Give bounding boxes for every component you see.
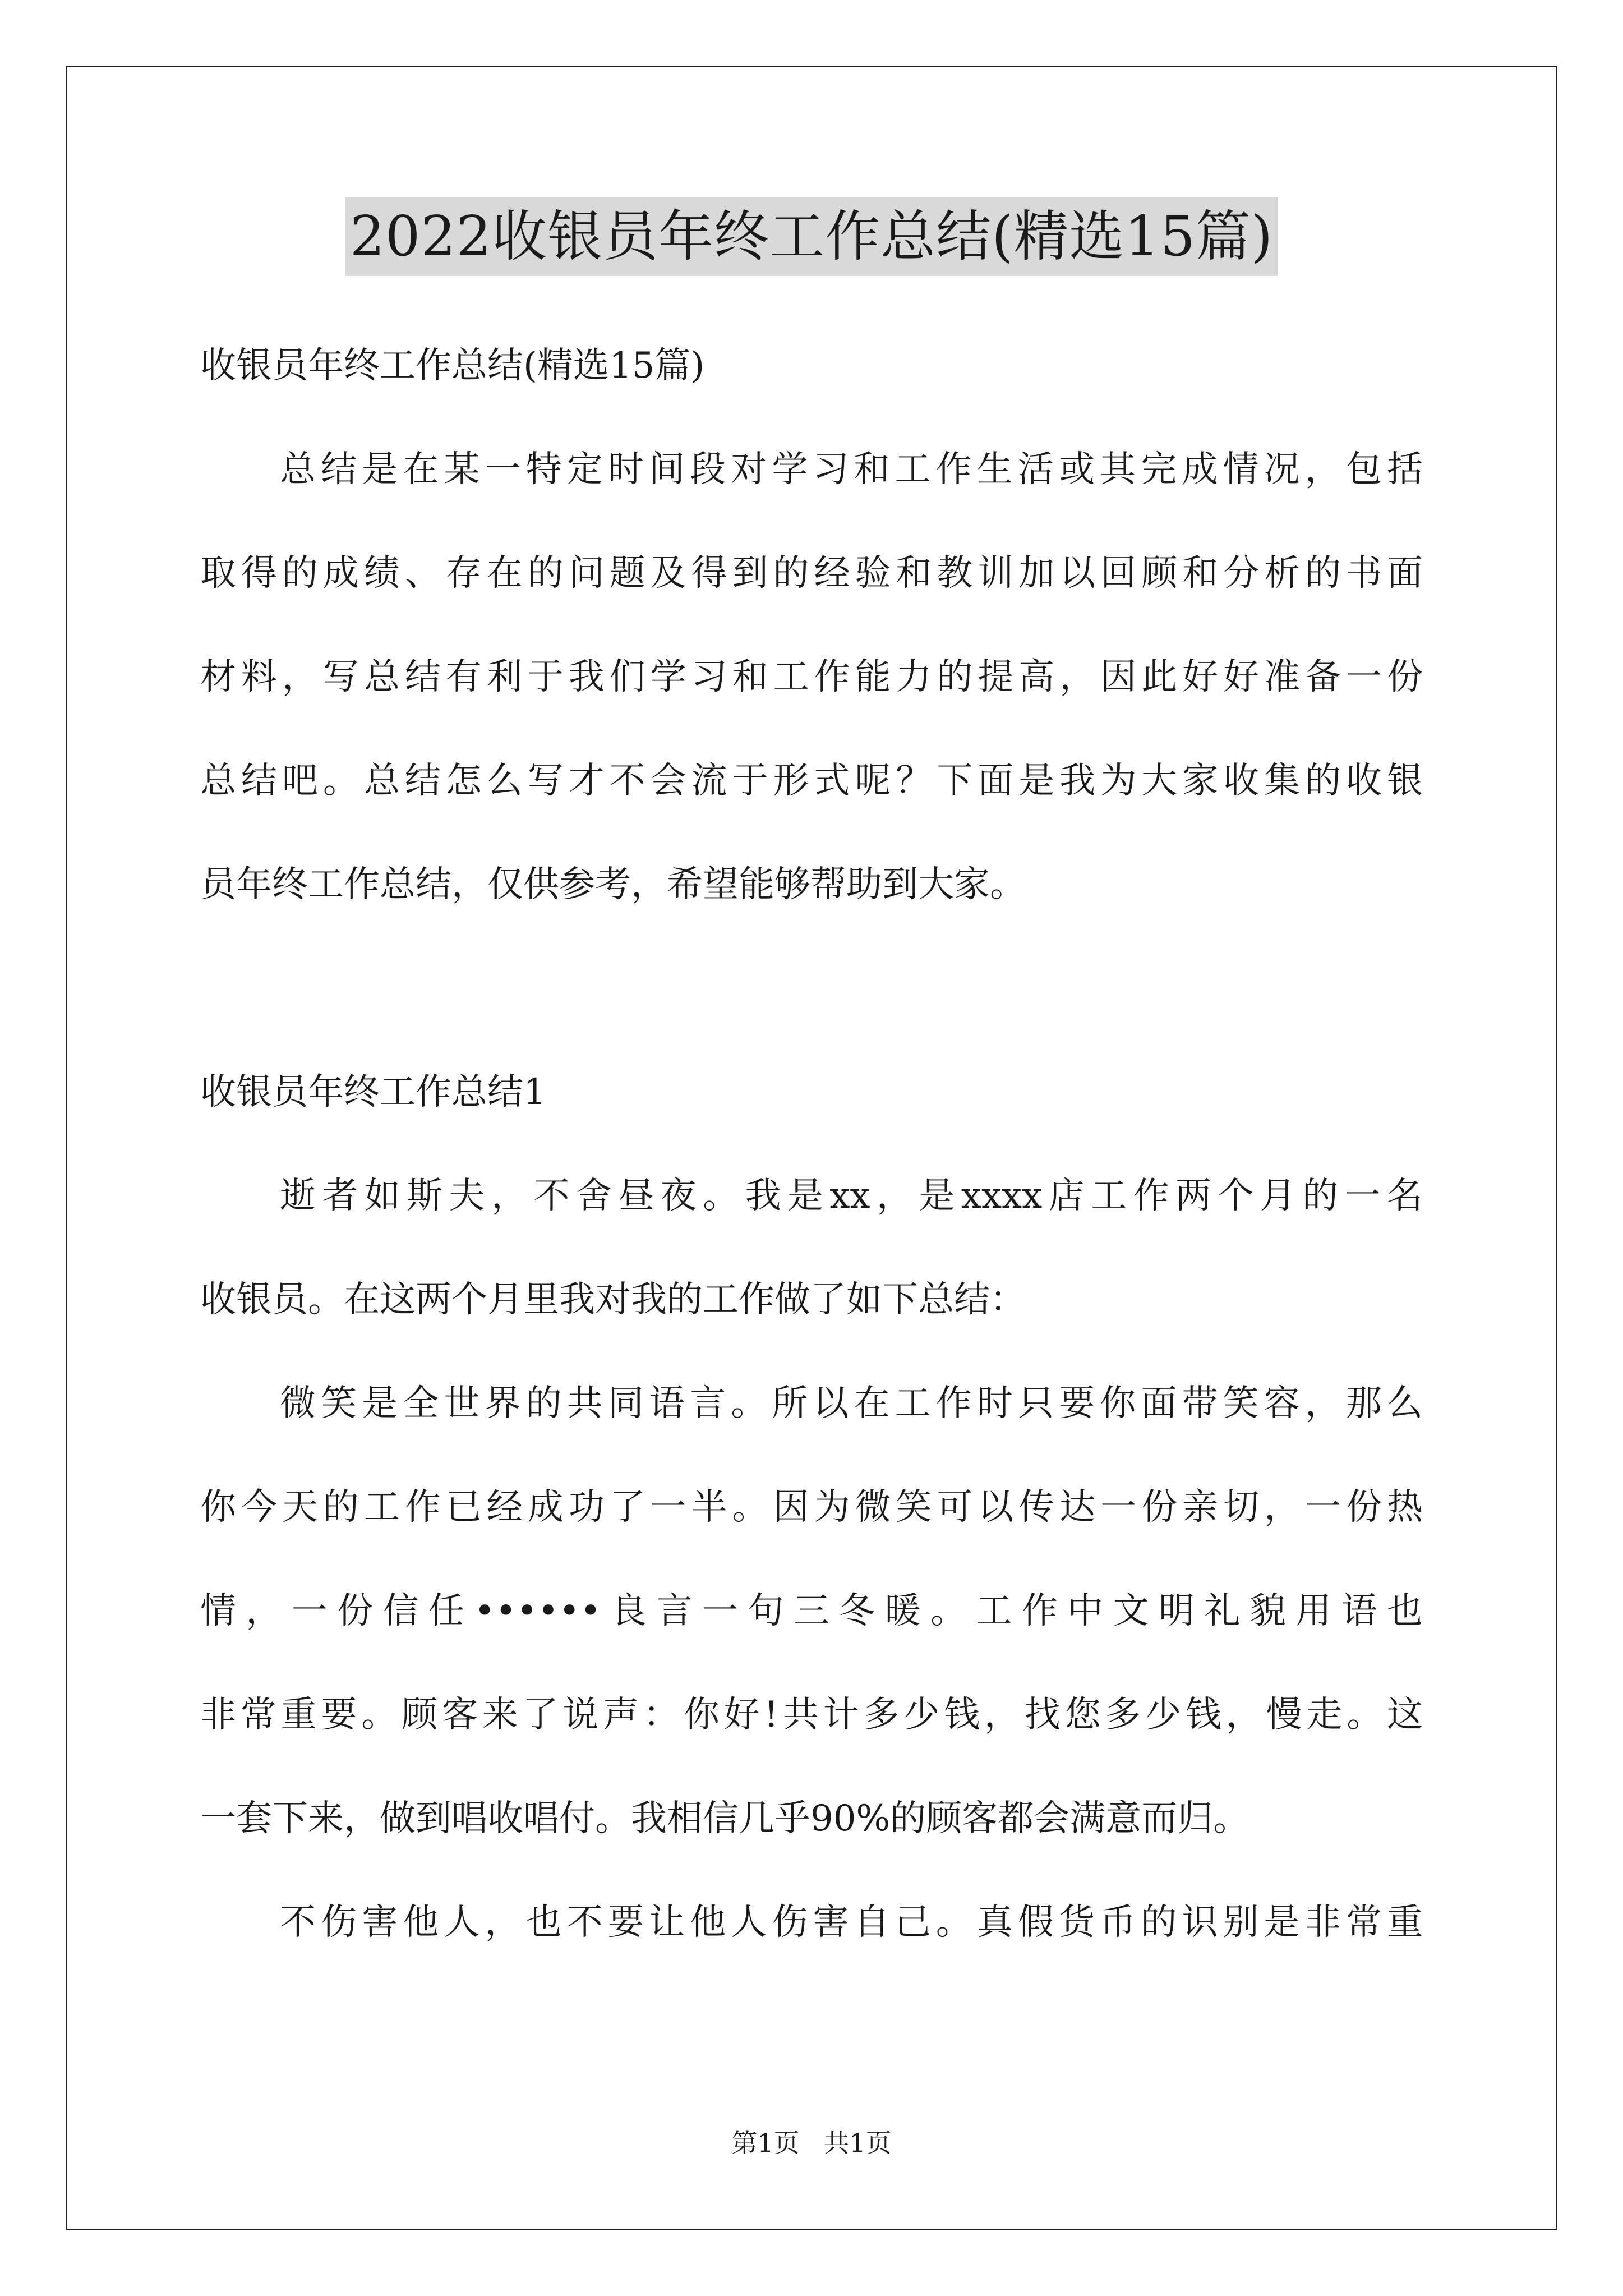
paragraph-line: 你今天的工作已经成功了一半。因为微笑可以传达一份亲切，一份热 bbox=[200, 1487, 1423, 1528]
paragraph-line: 取得的成绩、存在的问题及得到的经验和教训加以回顾和分析的书面 bbox=[200, 553, 1423, 594]
document-title: 2022收银员年终工作总结(精选15篇) bbox=[345, 197, 1278, 276]
paragraph-line: 非常重要。顾客来了说声：你好!共计多少钱，找您多少钱，慢走。这 bbox=[200, 1694, 1423, 1736]
paragraph-line: 一套下来，做到唱收唱付。我相信几乎90%的顾客都会满意而归。 bbox=[200, 1798, 1249, 1839]
paragraph-line: 总结是在某一特定时间段对学习和工作生活或其完成情况，包括 bbox=[280, 449, 1423, 490]
paragraph-line: 情，一份信任••••••良言一句三冬暖。工作中文明礼貌用语也 bbox=[200, 1590, 1423, 1632]
document-subtitle: 收银员年终工作总结(精选15篇) bbox=[200, 345, 705, 386]
section-heading: 收银员年终工作总结1 bbox=[200, 1071, 546, 1113]
paragraph-line: 材料，写总结有利于我们学习和工作能力的提高，因此好好准备一份 bbox=[200, 656, 1423, 698]
paragraph-line: 总结吧。总结怎么写才不会流于形式呢？下面是我为大家收集的收银 bbox=[200, 760, 1423, 802]
title-wrap bbox=[0, 197, 1623, 276]
blank-line bbox=[200, 937, 1423, 1041]
paragraph-line: 不伤害他人，也不要让他人伤害自己。真假货币的识别是非常重 bbox=[280, 1902, 1423, 1943]
paragraph-line: 微笑是全世界的共同语言。所以在工作时只要你面带笑容，那么 bbox=[280, 1383, 1423, 1424]
page-footer bbox=[0, 2126, 1623, 2160]
page-total: 共1页 bbox=[823, 2128, 892, 2158]
paragraph-line: 员年终工作总结，仅供参考，希望能够帮助到大家。 bbox=[200, 864, 1026, 905]
page-number: 第1页 bbox=[731, 2128, 800, 2158]
document-body bbox=[200, 314, 1423, 1975]
paragraph-line: 收银员。在这两个月里我对我的工作做了如下总结： bbox=[200, 1279, 1026, 1320]
paragraph-line: 逝者如斯夫，不舍昼夜。我是xx，是xxxx店工作两个月的一名 bbox=[280, 1175, 1423, 1217]
